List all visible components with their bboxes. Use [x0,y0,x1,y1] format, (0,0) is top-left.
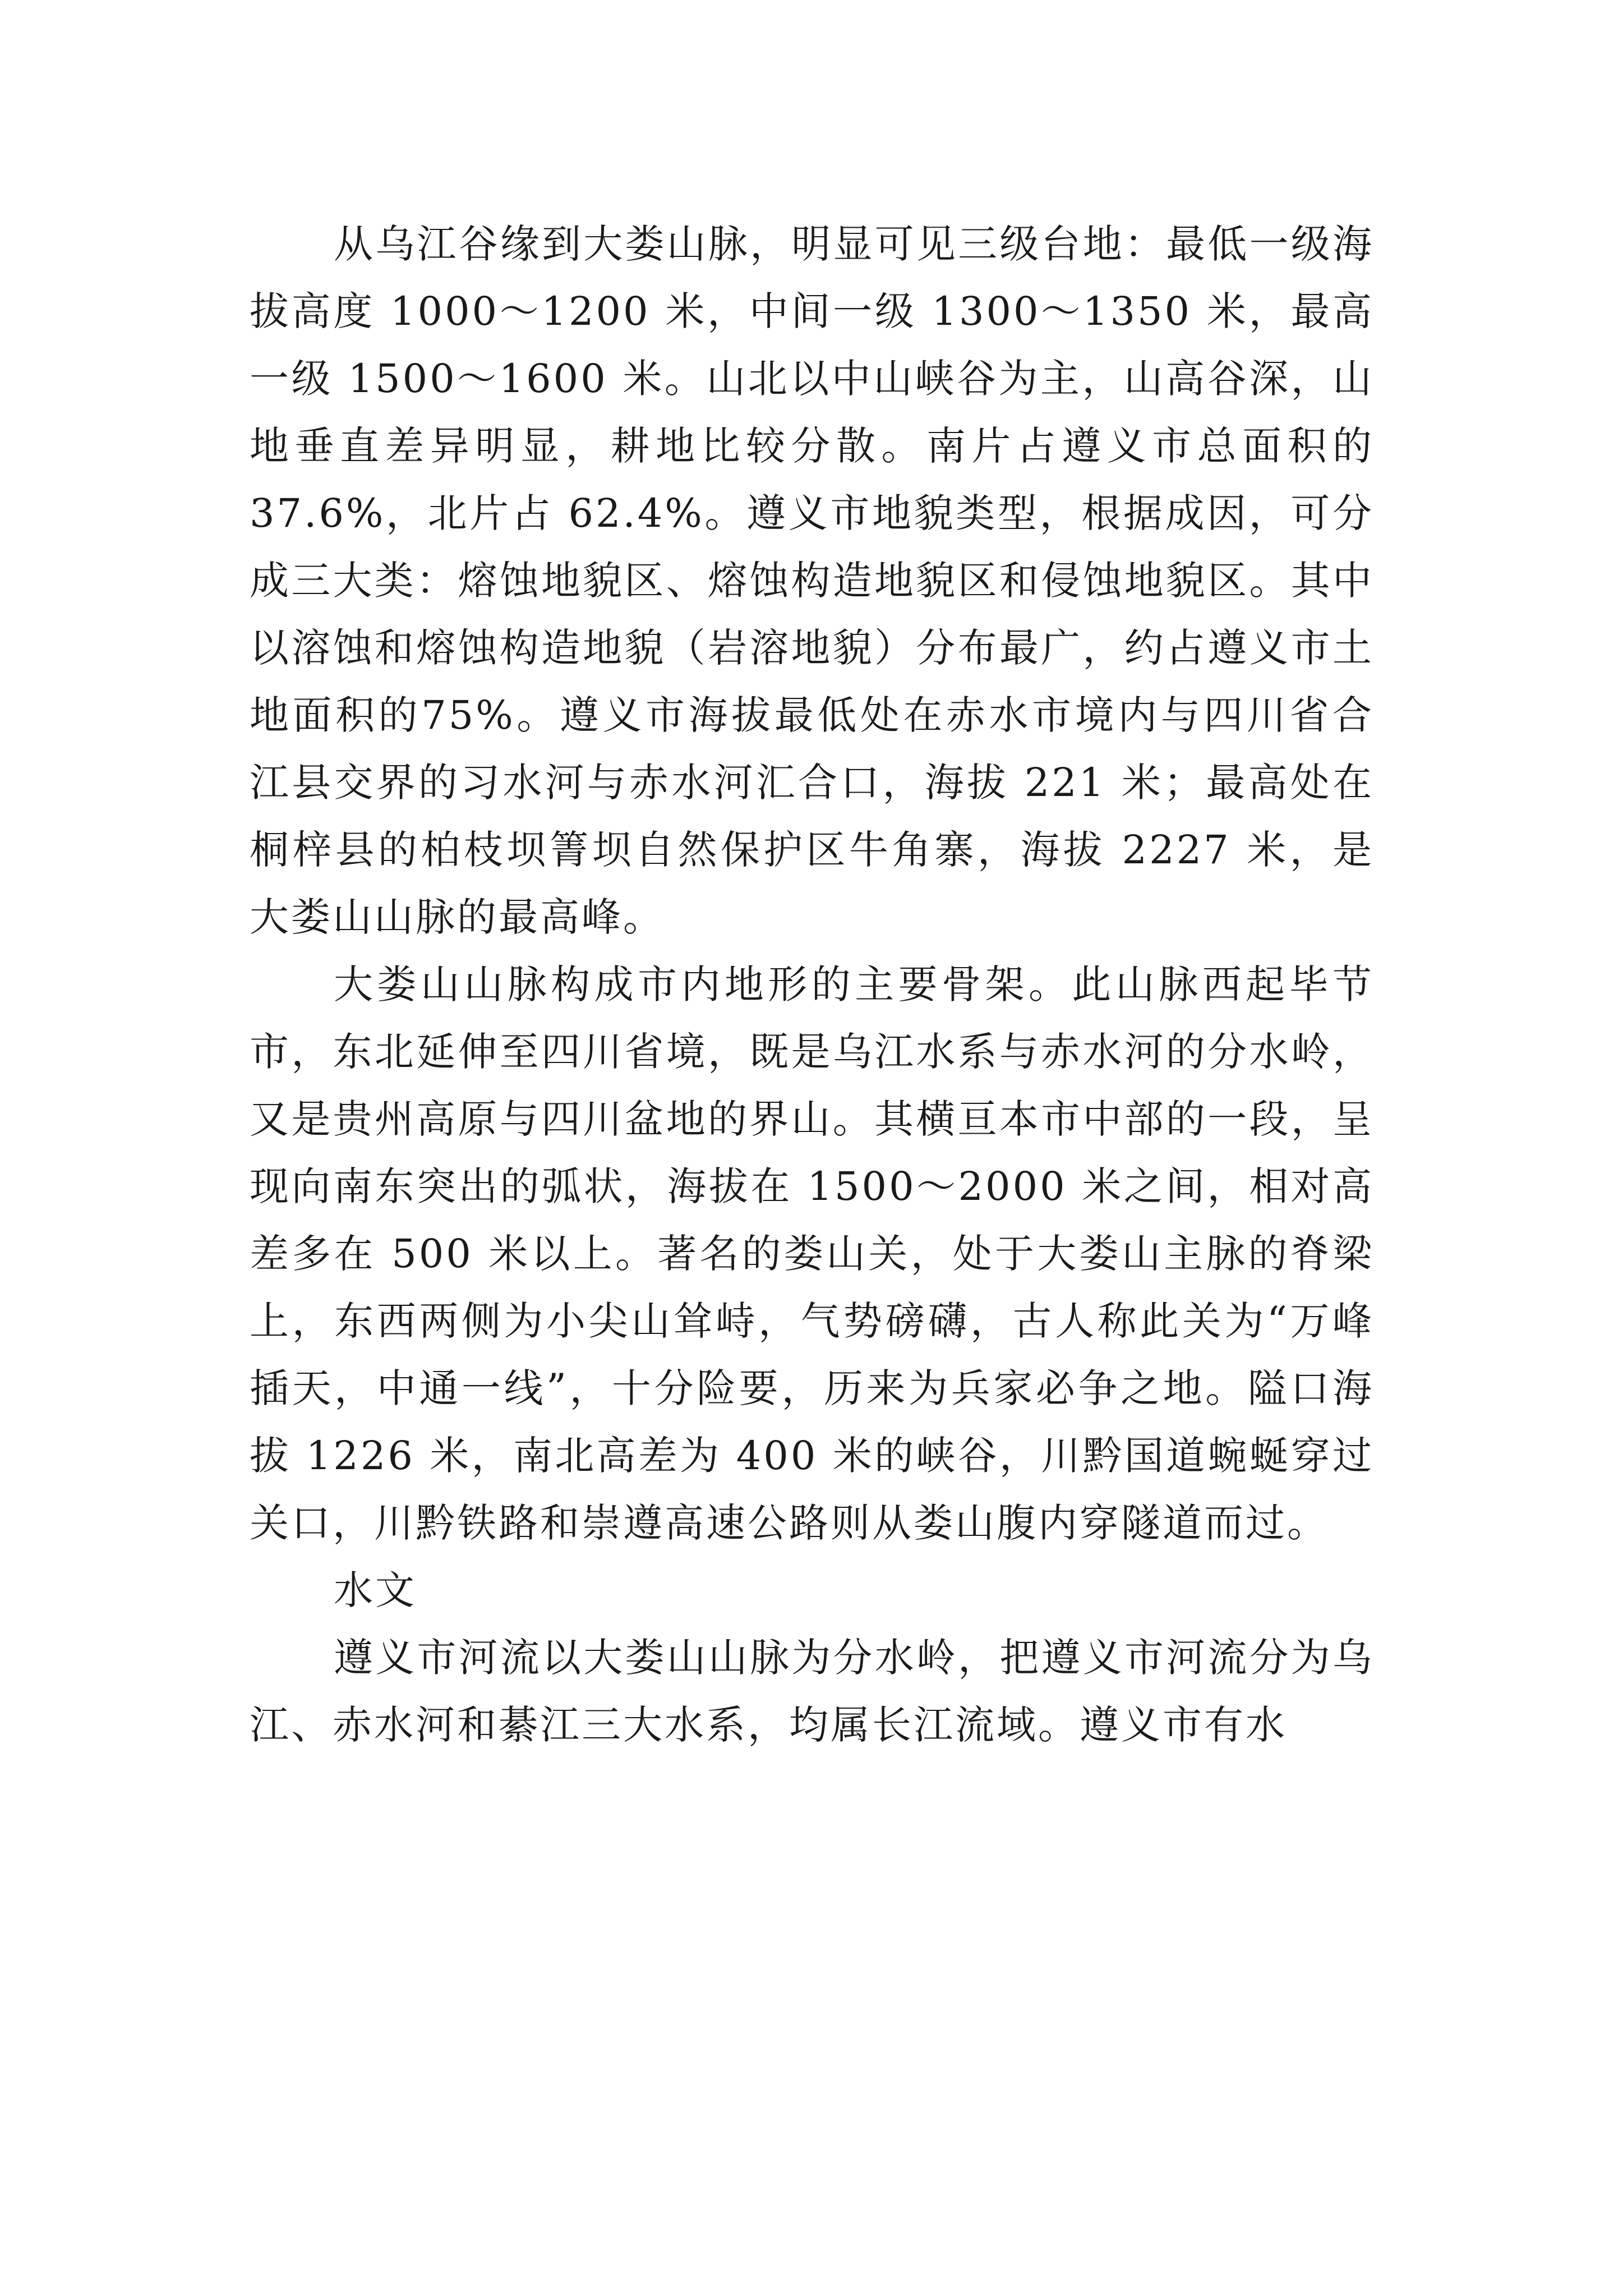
paragraph-landforms: 从乌江谷缘到大娄山脉，明显可见三级台地：最低一级海拔高度 1000～1200 米，中间一级 1300～1350 米，最高一级 1500～1600 米。山北以中山峡谷为主，山高谷深，山地垂直差异明显，耕地比较分散。南片占遵义市总面积的37.6%，北片占 62.4%。遵义市地貌类型，根据成因，可分成三大类：熔蚀地貌区、熔蚀构造地貌区和侵蚀地貌区。其中以溶蚀和熔蚀构造地貌（岩溶地貌）分布最广，约占遵义市土地面积的75%。遵义市海拔最低处在赤水市境内与四川省合江县交界的习水河与赤水河汇合口，海拔 221 米；最高处在桐梓县的柏枝坝箐坝自然保护区牛角寨，海拔 2227 米，是大娄山山脉的最高峰。 [250,221,1374,940]
paragraph-dalou-mountains: 大娄山山脉构成市内地形的主要骨架。此山脉西起毕节市，东北延伸至四川省境，既是乌江水系与赤水河的分水岭，又是贵州高原与四川盆地的界山。其横亘本市中部的一段，呈现向南东突出的弧状，海拔在 1500～2000 米之间，相对高差多在 500 米以上。著名的娄山关，处于大娄山主脉的脊梁上，东西两侧为小尖山耸峙，气势磅礴，古人称此关为“万峰插天，中通一线”，十分险要，历来为兵家必争之地。隘口海拔 1226 米，南北高差为 400 米的峡谷，川黔国道蜿蜒穿过关口，川黔铁路和崇遵高速公路则从娄山腹内穿隧道而过。 [250,961,1374,1546]
paragraph-rivers: 遵义市河流以大娄山山脉为分水岭，把遵义市河流分为乌江、赤水河和綦江三大水系，均属长江流域。遵义市有水 [250,1635,1374,1748]
section-heading-hydrology: 水文 [334,1567,417,1613]
document-body [250,210,1374,1759]
